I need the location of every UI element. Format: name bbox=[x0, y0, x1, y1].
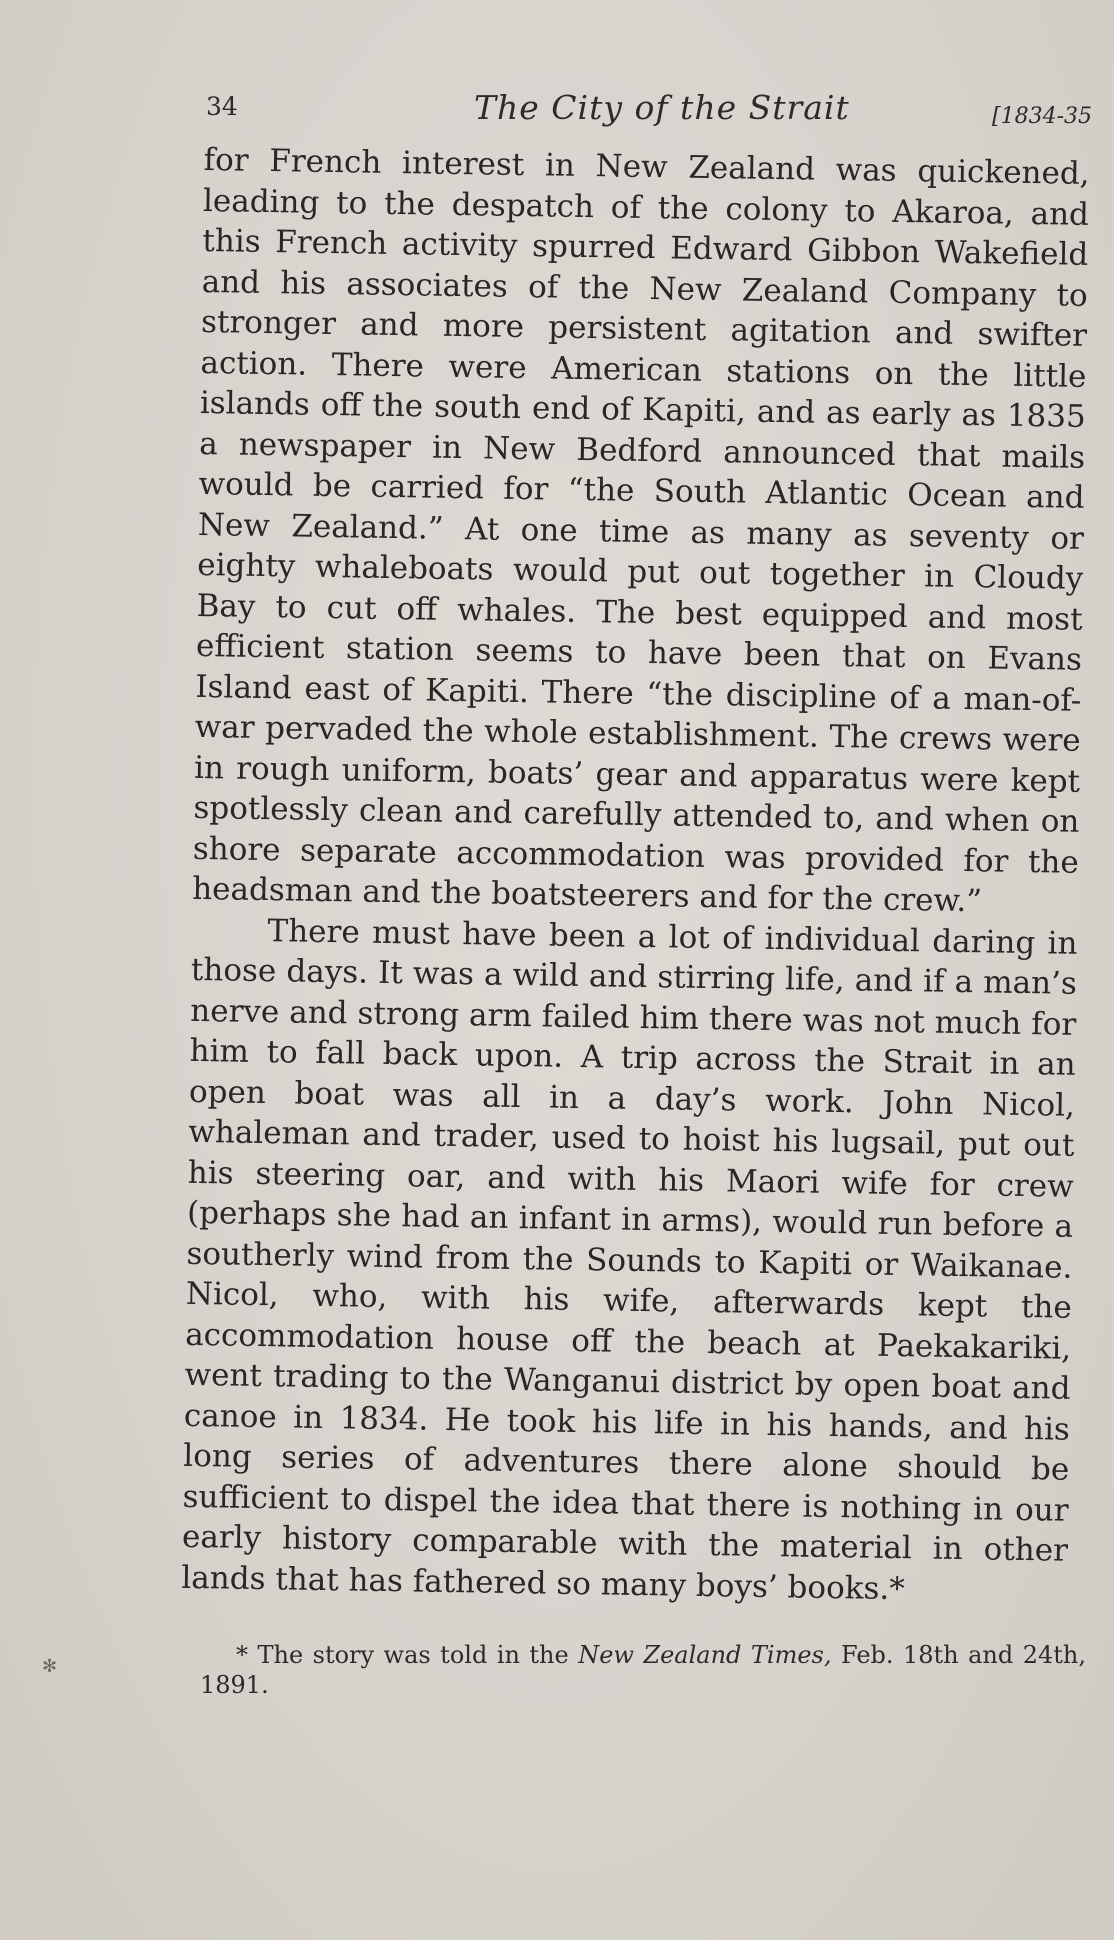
paragraph-1: for French interest in New Zealand was quickened, leading to the despatch of the colony to Akaroa, and this French activity spurred Edward Gibbon Wakefield and his associates of the New Zealand Company to stronger and more persistent agitation and swifter action. There were American stations on the little islands off the south end of Kapiti, and as early as 1835 a newspaper in New Bedford announced that mails would be carried for “the South Atlantic Ocean and New Zealand.” At one time as many as seventy or eighty whaleboats would put out together in Cloudy Bay to cut off whales. The best equipped and most efficient station seems to have been that on Evans Island east of Kapiti. There “the discipline of a man-of-war pervaded the whole establishment. The crews were in rough uniform, boats’ gear and apparatus were kept spotlessly clean and carefully attended to, and when on shore separate accommodation was provided for the headsman and the boatsteerers and for the crew.” bbox=[191, 141, 1090, 920]
paragraph-2: There must have been a lot of individual daring in those days. It was a wild and stirring life, and if a man’s nerve and strong arm failed him there was not much for him to fall back upon. A trip across the Strait in an open boat was all in a day’s work. John Nicol, whaleman and trader, used to hoist his lugsail, put out his steering oar, and with his Maori wife for crew (perhaps she had an infant in arms), would run before a southerly wind from the Sounds to Kapiti or Waikanae. Nicol, who, with his wife, afterwards kept the accommodation house off the beach at Paekakariki, went trading to the Wanganui district by open boat and canoe in 1834. He took his life in his hands, and his long series of adventures there alone should be sufficient to dispel the idea that there is nothing in our early history comparable with the material in other lands that has fathered so many boys’ books.* bbox=[181, 912, 1078, 1607]
running-title: The City of the Strait bbox=[474, 88, 850, 127]
footnote-suffix: Feb. 18th and 24th, 1891. bbox=[200, 1641, 1086, 1699]
page-number: 34 bbox=[206, 92, 238, 121]
footnote-prefix: * The story was told in the bbox=[236, 1641, 569, 1669]
footnote-publication: New Zealand Times, bbox=[578, 1641, 832, 1669]
margin-mark-icon: ✻ bbox=[42, 1656, 58, 1677]
date-range: [1834-35 bbox=[992, 104, 1092, 129]
footnote bbox=[200, 1640, 1086, 1700]
page-header bbox=[206, 88, 1092, 138]
body-text bbox=[181, 140, 1090, 1612]
